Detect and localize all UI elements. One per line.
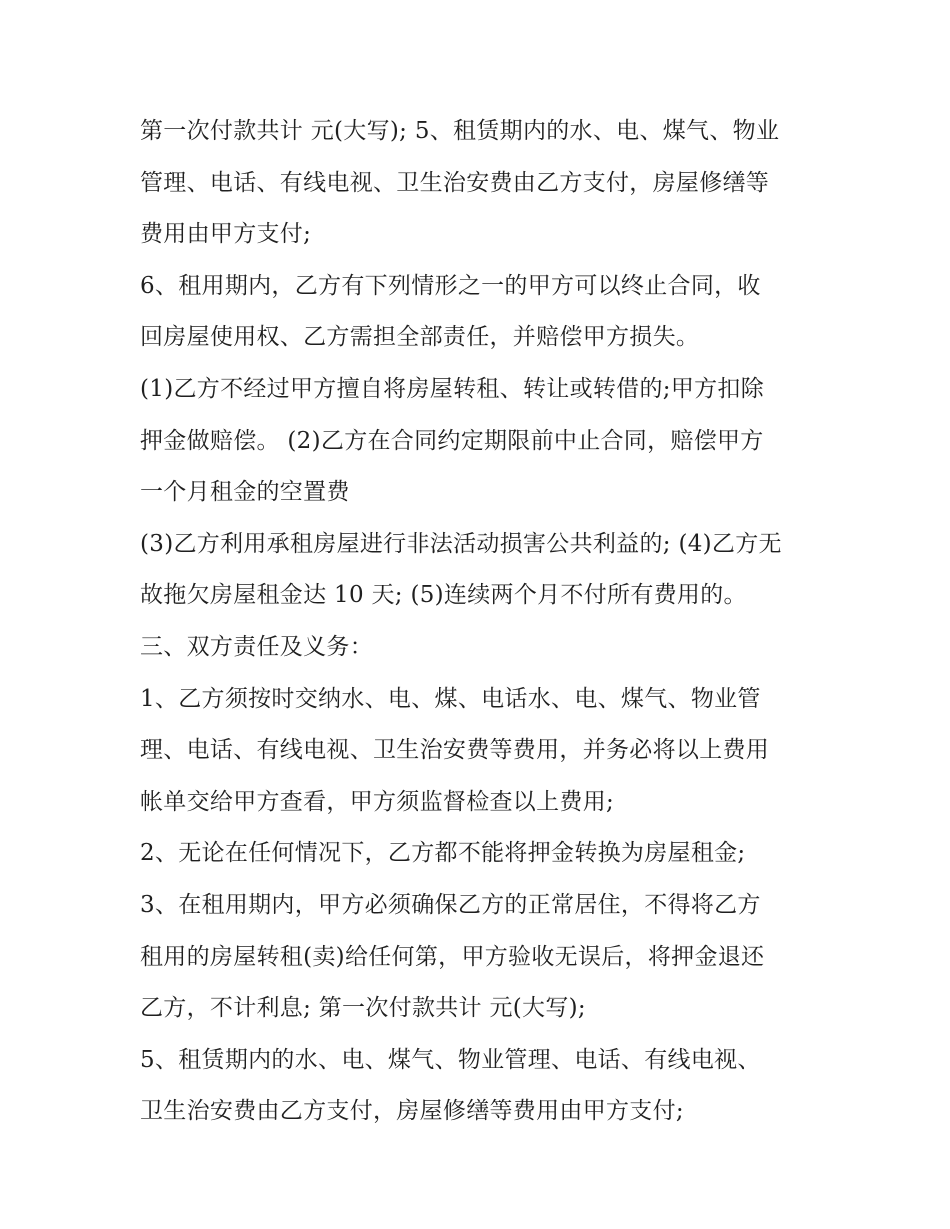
text-line: 卫生治安费由乙方支付，房屋修缮等费用由甲方支付;	[140, 1098, 684, 1125]
text-line: 6、租用期内，乙方有下列情形之一的甲方可以终止合同，收	[140, 272, 761, 299]
text-line: 第一次付款共计 元(大写); 5、租赁期内的水、电、煤气、物业	[140, 118, 780, 144]
text-line: 费用由甲方支付;	[140, 221, 312, 248]
text-line: 1、乙方须按时交纳水、电、煤、电话水、电、煤气、物业管	[140, 685, 761, 712]
text-line: 回房屋使用权、乙方需担全部责任，并赔偿甲方损失。	[140, 324, 700, 351]
text-line: 故拖欠房屋租金达 10 天; (5)连续两个月不付所有费用的。	[140, 582, 747, 609]
text-line: 一个月租金的空置费	[140, 479, 350, 506]
text-line: (1)乙方不经过甲方擅自将房屋转租、转让或转借的;甲方扣除	[140, 375, 765, 402]
text-line: 2、无论在任何情况下，乙方都不能将押金转换为房屋租金;	[140, 840, 746, 867]
text-line: 租用的房屋转租(卖)给任何第，甲方验收无误后，将押金退还	[140, 943, 765, 970]
section-heading: 三、双方责任及义务：	[140, 633, 373, 660]
document-body	[140, 106, 820, 1138]
text-line: 3、在租用期内，甲方必须确保乙方的正常居住，不得将乙方	[140, 891, 761, 918]
text-line: 乙方，不计利息; 第一次付款共计 元(大写);	[140, 995, 586, 1022]
text-line: 押金做赔偿。 (2)乙方在合同约定期限前中止合同，赔偿甲方	[140, 427, 764, 454]
text-line: 帐单交给甲方查看，甲方须监督检查以上费用;	[140, 788, 615, 815]
text-line: 管理、电话、有线电视、卫生治安费由乙方支付，房屋修缮等	[140, 169, 770, 196]
text-line: 理、电话、有线电视、卫生治安费等费用，并务必将以上费用	[140, 737, 770, 764]
text-line: 5、租赁期内的水、电、煤气、物业管理、电话、有线电视、	[140, 1046, 761, 1073]
text-line: (3)乙方利用承租房屋进行非法活动损害公共利益的; (4)乙方无	[140, 530, 782, 557]
